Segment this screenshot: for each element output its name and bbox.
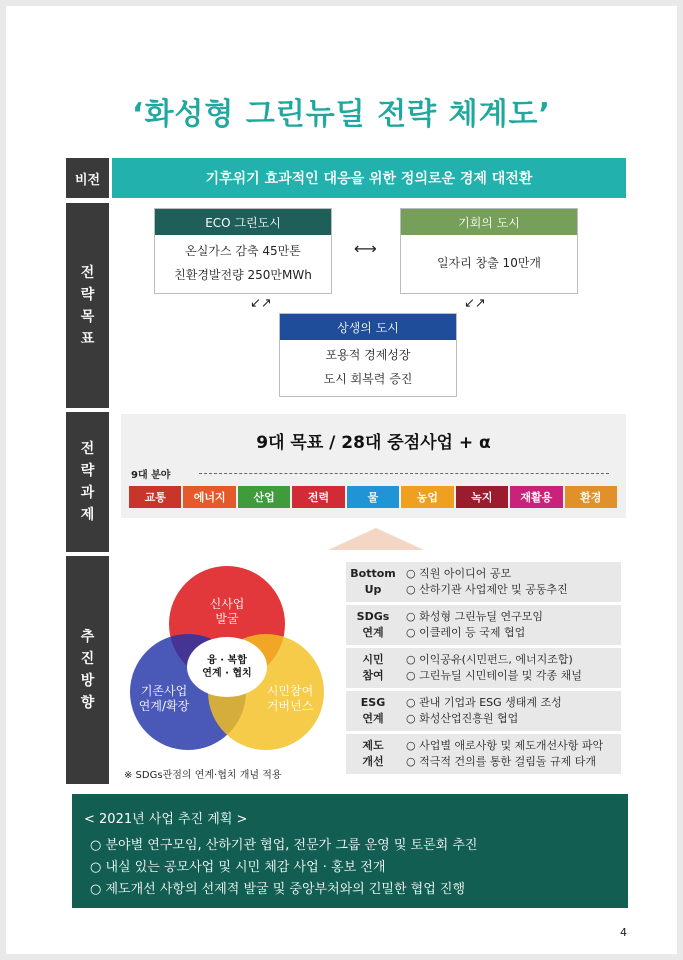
direction-item: ○ 사업별 애로사항 및 제도개선사항 파악 <box>406 739 604 752</box>
direction-key: 제도 개선 <box>362 739 384 768</box>
side-label-goals: 전략목표 <box>66 203 109 408</box>
direction-key: Bottom Up <box>350 567 396 596</box>
direction-items <box>406 566 568 598</box>
plan-2021-panel <box>72 794 628 908</box>
vision-text: 기후위기 효과적인 대응을 위한 정의로운 경제 대전환 <box>112 158 626 198</box>
field-recycling: 재활용 <box>510 486 562 508</box>
bidirectional-arrow-icon: ⟷ <box>354 239 377 258</box>
field-water: 물 <box>347 486 399 508</box>
plan-item: ○ 제도개선 사항의 선제적 발굴 및 중앙부처와의 긴밀한 협업 진행 <box>90 882 466 897</box>
direction-items <box>406 738 603 770</box>
field-environment: 환경 <box>565 486 617 508</box>
dashed-divider <box>199 473 609 474</box>
goal-opportunity-box <box>400 208 578 294</box>
venn-center <box>187 637 267 697</box>
goal-coexist-line: 도시 회복력 증진 <box>323 372 413 386</box>
strategy-tasks-panel <box>121 414 626 518</box>
plan-item: ○ 분야별 연구모임, 산하기관 협업, 전문가 그룹 운영 및 토론회 추진 <box>90 838 478 853</box>
fields-label: 9대 분야 <box>131 470 171 481</box>
goal-coexist-line: 포용적 경제성장 <box>325 348 411 362</box>
venn-note: ※ SDGs관점의 연계·협치 개념 적용 <box>124 770 282 781</box>
tasks-headline: 9대 목표 / 28대 중점사업 + α <box>256 433 491 453</box>
plan-item: ○ 내실 있는 공모사업 및 시민 체감 사업 · 홍보 전개 <box>90 860 386 875</box>
goal-eco-box <box>154 208 332 294</box>
venn-label-center: 융 · 복합 연계 · 협치 <box>202 655 252 679</box>
direction-item: ○ 관내 기업과 ESG 생태계 조성 <box>406 696 562 709</box>
direction-item: ○ 이클레이 등 국제 협업 <box>406 626 526 639</box>
venn-label-left: 기존사업 연계/확장 <box>138 684 190 713</box>
direction-row <box>346 605 621 645</box>
direction-item: ○ 직원 아이디어 공모 <box>406 567 512 580</box>
field-green: 녹지 <box>456 486 508 508</box>
direction-row <box>346 734 621 774</box>
direction-item: ○ 적극적 건의를 통한 걸림돌 규제 타개 <box>406 755 596 768</box>
direction-items <box>406 652 582 684</box>
direction-row <box>346 648 621 688</box>
direction-items <box>406 609 543 641</box>
goal-eco-line: 친환경발전량 250만MWh <box>174 268 312 282</box>
plan-title: < 2021년 사업 추진 계획 > <box>84 812 248 827</box>
direction-key: 시민 참여 <box>362 653 384 682</box>
field-power: 전력 <box>292 486 344 508</box>
direction-item: ○ 그린뉴딜 시민테이블 및 각종 채널 <box>406 669 582 682</box>
direction-row <box>346 562 621 602</box>
direction-key: SDGs 연계 <box>356 610 390 639</box>
direction-item: ○ 이익공유(시민펀드, 에너지조합) <box>406 653 573 666</box>
field-transport: 교통 <box>129 486 181 508</box>
diagonal-arrow-icon: ↙↗ <box>464 296 486 311</box>
venn-label-top: 신사업 발굴 <box>209 597 245 626</box>
vision-label: 비전 <box>66 158 109 198</box>
direction-item: ○ 화성산업진흥원 협업 <box>406 712 519 725</box>
venn-diagram <box>122 562 332 762</box>
diagonal-arrow-icon: ↙↗ <box>250 296 272 311</box>
up-arrow-icon <box>328 528 424 550</box>
direction-item: ○ 산하기관 사업제안 및 공동추진 <box>406 583 568 596</box>
side-label-tasks: 전략과제 <box>66 412 109 552</box>
goal-eco-line: 온실가스 감축 45만톤 <box>185 244 301 258</box>
goal-coexist-box <box>279 313 457 397</box>
page-number: 4 <box>620 926 627 939</box>
venn-label-right: 시민참여 거버넌스 <box>266 684 314 713</box>
direction-key: ESG 연계 <box>360 696 386 725</box>
field-bar <box>129 486 617 508</box>
field-agriculture: 농업 <box>401 486 453 508</box>
field-industry: 산업 <box>238 486 290 508</box>
document-page <box>6 6 677 954</box>
side-label-direction: 추진방향 <box>66 556 109 784</box>
direction-items <box>406 695 562 727</box>
direction-row <box>346 691 621 731</box>
page-title: ‘화성형 그린뉴딜 전략 체계도’ <box>132 97 551 132</box>
field-energy: 에너지 <box>183 486 235 508</box>
direction-item: ○ 화성형 그린뉴딜 연구모임 <box>406 610 543 623</box>
goal-eco-title: ECO 그린도시 <box>155 209 331 235</box>
goal-opportunity-line: 일자리 창출 10만개 <box>436 256 542 270</box>
goal-opportunity-title: 기회의 도시 <box>401 209 577 235</box>
goal-coexist-title: 상생의 도시 <box>280 314 456 340</box>
